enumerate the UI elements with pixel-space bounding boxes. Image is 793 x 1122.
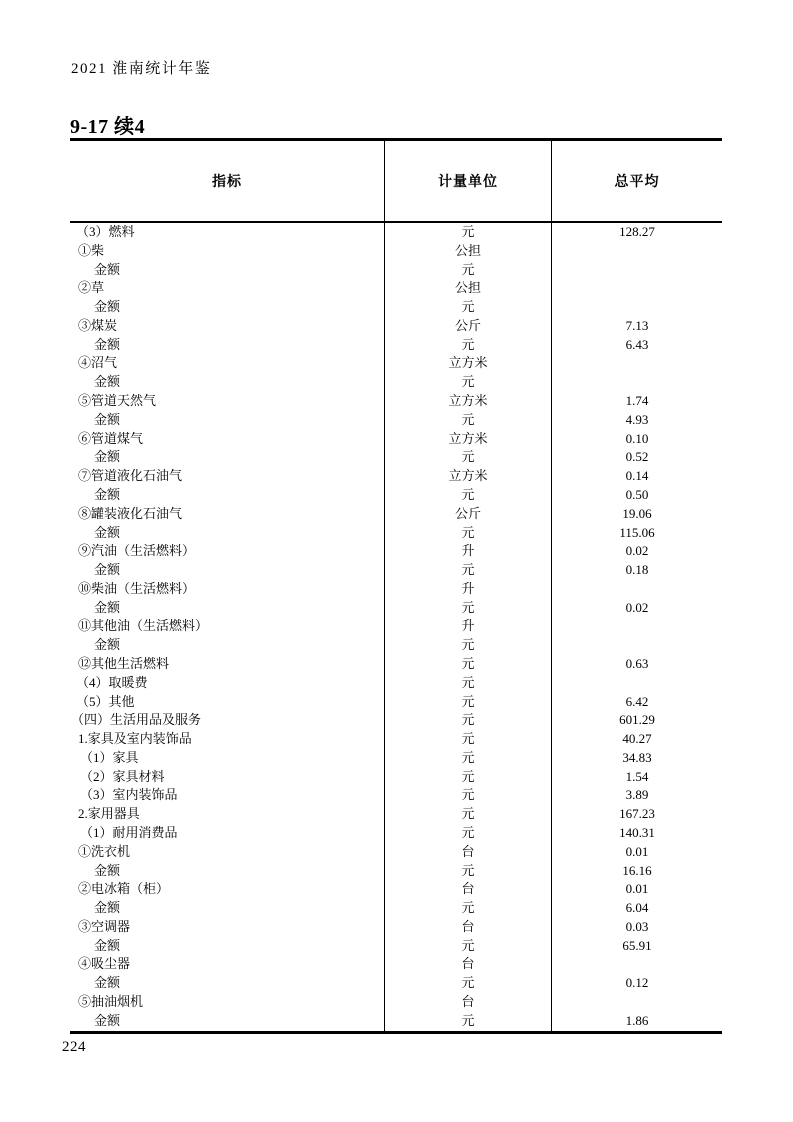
table-row xyxy=(70,918,722,937)
indicator-cell: ⑫其他生活燃料 xyxy=(70,655,385,674)
table-row xyxy=(70,373,722,392)
table-row xyxy=(70,617,722,636)
average-value-cell xyxy=(552,242,722,261)
unit-cell: 元 xyxy=(385,974,552,993)
table-row xyxy=(70,824,722,843)
indicator-cell: 金额 xyxy=(70,524,385,543)
average-value-cell xyxy=(552,636,722,655)
table-row xyxy=(70,899,722,918)
unit-cell: 立方米 xyxy=(385,430,552,449)
indicator-cell: 金额 xyxy=(70,899,385,918)
average-value-cell xyxy=(552,617,722,636)
average-value-cell: 140.31 xyxy=(619,825,655,840)
average-value-cell: 7.13 xyxy=(625,317,649,333)
unit-cell: 升 xyxy=(385,580,552,599)
unit-cell: 元 xyxy=(385,937,552,956)
unit-cell: 元 xyxy=(385,786,552,805)
average-value-cell: 1.74 xyxy=(625,393,649,409)
unit-cell: 元 xyxy=(385,749,552,768)
table-row xyxy=(70,655,722,674)
table-row xyxy=(70,336,722,355)
table-row xyxy=(70,542,722,561)
indicator-cell: 金额 xyxy=(70,298,385,317)
unit-cell: 元 xyxy=(385,899,552,918)
table-row xyxy=(70,636,722,655)
average-value-cell xyxy=(552,354,722,373)
indicator-cell: ④吸尘器 xyxy=(70,955,385,974)
indicator-cell: （2）家具材料 xyxy=(70,768,385,787)
unit-cell: 元 xyxy=(385,674,552,693)
table-row xyxy=(70,392,722,411)
average-value-cell: 0.01 xyxy=(625,843,649,859)
unit-cell: 公斤 xyxy=(385,505,552,524)
unit-cell: 元 xyxy=(385,730,552,749)
table-row xyxy=(70,805,722,824)
table-row xyxy=(70,279,722,298)
unit-cell: 元 xyxy=(385,711,552,730)
page-number: 224 xyxy=(62,1039,86,1055)
unit-cell: 元 xyxy=(385,486,552,505)
average-value-cell: 0.12 xyxy=(625,975,649,991)
table-row xyxy=(70,486,722,505)
indicator-cell: 金额 xyxy=(70,336,385,355)
average-value-cell: 1.86 xyxy=(625,1012,649,1028)
average-value-cell: 40.27 xyxy=(622,731,652,747)
indicator-cell: （1）耐用消费品 xyxy=(70,824,385,843)
average-value-cell xyxy=(552,993,722,1012)
indicator-cell: 1.家具及室内装饰品 xyxy=(70,730,385,749)
average-value-cell: 19.06 xyxy=(622,505,652,521)
average-value-cell: 0.03 xyxy=(625,918,649,934)
table-row xyxy=(70,674,722,693)
indicator-cell: 金额 xyxy=(70,561,385,580)
table-row xyxy=(70,843,722,862)
table-row xyxy=(70,786,722,805)
table-row xyxy=(70,955,722,974)
average-value-cell xyxy=(552,373,722,392)
table-row xyxy=(70,599,722,618)
table-row xyxy=(70,974,722,993)
column-header-indicator: 指标 xyxy=(70,141,385,221)
table-row xyxy=(70,1012,722,1031)
indicator-cell: 金额 xyxy=(70,1012,385,1031)
unit-cell: 台 xyxy=(385,955,552,974)
table-row xyxy=(70,505,722,524)
table-row xyxy=(70,730,722,749)
table-row xyxy=(70,580,722,599)
indicator-cell: ④沼气 xyxy=(70,354,385,373)
unit-cell: 元 xyxy=(385,373,552,392)
average-value-cell: 34.83 xyxy=(622,749,652,765)
indicator-cell: 金额 xyxy=(70,636,385,655)
average-value-cell xyxy=(552,580,722,599)
unit-cell: 元 xyxy=(385,336,552,355)
average-value-cell: 3.89 xyxy=(625,787,649,803)
unit-cell: 公担 xyxy=(385,242,552,261)
indicator-cell: ⑧罐装液化石油气 xyxy=(70,505,385,524)
average-value-cell: 0.01 xyxy=(625,881,649,897)
indicator-cell: （3）室内装饰品 xyxy=(70,786,385,805)
indicator-cell: 金额 xyxy=(70,862,385,881)
indicator-cell: （5）其他 xyxy=(70,693,385,712)
indicator-cell: 2.家用器具 xyxy=(70,805,385,824)
indicator-cell: （1）家具 xyxy=(70,749,385,768)
column-header-unit: 计量单位 xyxy=(385,141,552,221)
average-value-cell: 16.16 xyxy=(622,862,652,878)
unit-cell: 元 xyxy=(385,524,552,543)
average-value-cell: 0.14 xyxy=(625,468,649,484)
average-value-cell: 0.18 xyxy=(625,562,649,578)
indicator-cell: 金额 xyxy=(70,937,385,956)
unit-cell: 立方米 xyxy=(385,467,552,486)
average-value-cell: 6.04 xyxy=(625,900,649,916)
average-value-cell: 115.06 xyxy=(619,524,655,540)
average-value-cell: 4.93 xyxy=(625,411,649,427)
indicator-cell: ②草 xyxy=(70,279,385,298)
average-value-cell: 0.02 xyxy=(625,599,649,615)
unit-cell: 元 xyxy=(385,1012,552,1031)
table-row xyxy=(70,448,722,467)
unit-cell: 元 xyxy=(385,261,552,280)
unit-cell: 台 xyxy=(385,880,552,899)
table-row xyxy=(70,937,722,956)
table-row xyxy=(70,768,722,787)
average-value-cell: 167.23 xyxy=(619,806,655,822)
unit-cell: 元 xyxy=(385,805,552,824)
unit-cell: 元 xyxy=(385,824,552,843)
indicator-cell: ②电冰箱（柜） xyxy=(70,880,385,899)
unit-cell: 台 xyxy=(385,843,552,862)
statistics-table xyxy=(70,138,722,1034)
table-row xyxy=(70,261,722,280)
table-row xyxy=(70,693,722,712)
indicator-cell: 金额 xyxy=(70,411,385,430)
table-header-row xyxy=(70,141,722,223)
table-row xyxy=(70,524,722,543)
table-row xyxy=(70,242,722,261)
table-row xyxy=(70,880,722,899)
indicator-cell: ⑥管道煤气 xyxy=(70,430,385,449)
unit-cell: 台 xyxy=(385,993,552,1012)
table-row xyxy=(70,711,722,730)
indicator-cell: ③空调器 xyxy=(70,918,385,937)
average-value-cell xyxy=(552,955,722,974)
unit-cell: 元 xyxy=(385,411,552,430)
indicator-cell: （4）取暖费 xyxy=(70,674,385,693)
indicator-cell: ①洗衣机 xyxy=(70,843,385,862)
table-row xyxy=(70,467,722,486)
unit-cell: 元 xyxy=(385,298,552,317)
unit-cell: 升 xyxy=(385,542,552,561)
unit-cell: 元 xyxy=(385,561,552,580)
indicator-cell: ⑤管道天然气 xyxy=(70,392,385,411)
indicator-cell: ⑤抽油烟机 xyxy=(70,993,385,1012)
average-value-cell: 0.52 xyxy=(625,449,649,465)
average-value-cell: 0.50 xyxy=(625,486,649,502)
unit-cell: 元 xyxy=(385,655,552,674)
average-value-cell: 6.43 xyxy=(625,336,649,352)
indicator-cell: 金额 xyxy=(70,373,385,392)
indicator-cell: 金额 xyxy=(70,448,385,467)
indicator-cell: ⑩柴油（生活燃料） xyxy=(70,580,385,599)
indicator-cell: （四）生活用品及服务 xyxy=(70,711,385,730)
unit-cell: 立方米 xyxy=(385,392,552,411)
unit-cell: 元 xyxy=(385,223,552,242)
indicator-cell: ⑦管道液化石油气 xyxy=(70,467,385,486)
unit-cell: 公斤 xyxy=(385,317,552,336)
table-row xyxy=(70,862,722,881)
table-row xyxy=(70,317,722,336)
average-value-cell: 601.29 xyxy=(619,712,655,728)
unit-cell: 立方米 xyxy=(385,354,552,373)
unit-cell: 升 xyxy=(385,617,552,636)
table-row xyxy=(70,430,722,449)
document-title: 2021 淮南统计年鉴 xyxy=(71,61,212,77)
average-value-cell: 6.42 xyxy=(625,693,649,709)
table-row xyxy=(70,298,722,317)
indicator-cell: 金额 xyxy=(70,974,385,993)
unit-cell: 元 xyxy=(385,636,552,655)
table-body xyxy=(70,223,722,1031)
table-row xyxy=(70,749,722,768)
column-header-average: 总平均 xyxy=(614,175,660,190)
indicator-cell: ③煤炭 xyxy=(70,317,385,336)
average-value-cell: 128.27 xyxy=(619,224,655,239)
unit-cell: 台 xyxy=(385,918,552,937)
indicator-cell: 金额 xyxy=(70,261,385,280)
indicator-cell: （3）燃料 xyxy=(70,223,385,242)
indicator-cell: 金额 xyxy=(70,486,385,505)
average-value-cell xyxy=(552,261,722,280)
average-value-cell xyxy=(552,298,722,317)
unit-cell: 元 xyxy=(385,768,552,787)
unit-cell: 公担 xyxy=(385,279,552,298)
table-row xyxy=(70,354,722,373)
average-value-cell xyxy=(552,279,722,298)
indicator-cell: ⑨汽油（生活燃料） xyxy=(70,542,385,561)
table-row xyxy=(70,223,722,242)
unit-cell: 元 xyxy=(385,448,552,467)
table-row xyxy=(70,561,722,580)
table-row xyxy=(70,993,722,1012)
unit-cell: 元 xyxy=(385,862,552,881)
unit-cell: 元 xyxy=(385,693,552,712)
indicator-cell: 金额 xyxy=(70,599,385,618)
average-value-cell xyxy=(552,674,722,693)
indicator-cell: ⑪其他油（生活燃料） xyxy=(70,617,385,636)
table-row xyxy=(70,411,722,430)
average-value-cell: 1.54 xyxy=(625,768,649,784)
average-value-cell: 0.02 xyxy=(625,543,649,559)
unit-cell: 元 xyxy=(385,599,552,618)
average-value-cell: 0.63 xyxy=(625,655,649,671)
average-value-cell: 0.10 xyxy=(625,430,649,446)
average-value-cell: 65.91 xyxy=(622,937,652,953)
table-number-title: 9-17 续4 xyxy=(70,116,146,138)
indicator-cell: ①柴 xyxy=(70,242,385,261)
